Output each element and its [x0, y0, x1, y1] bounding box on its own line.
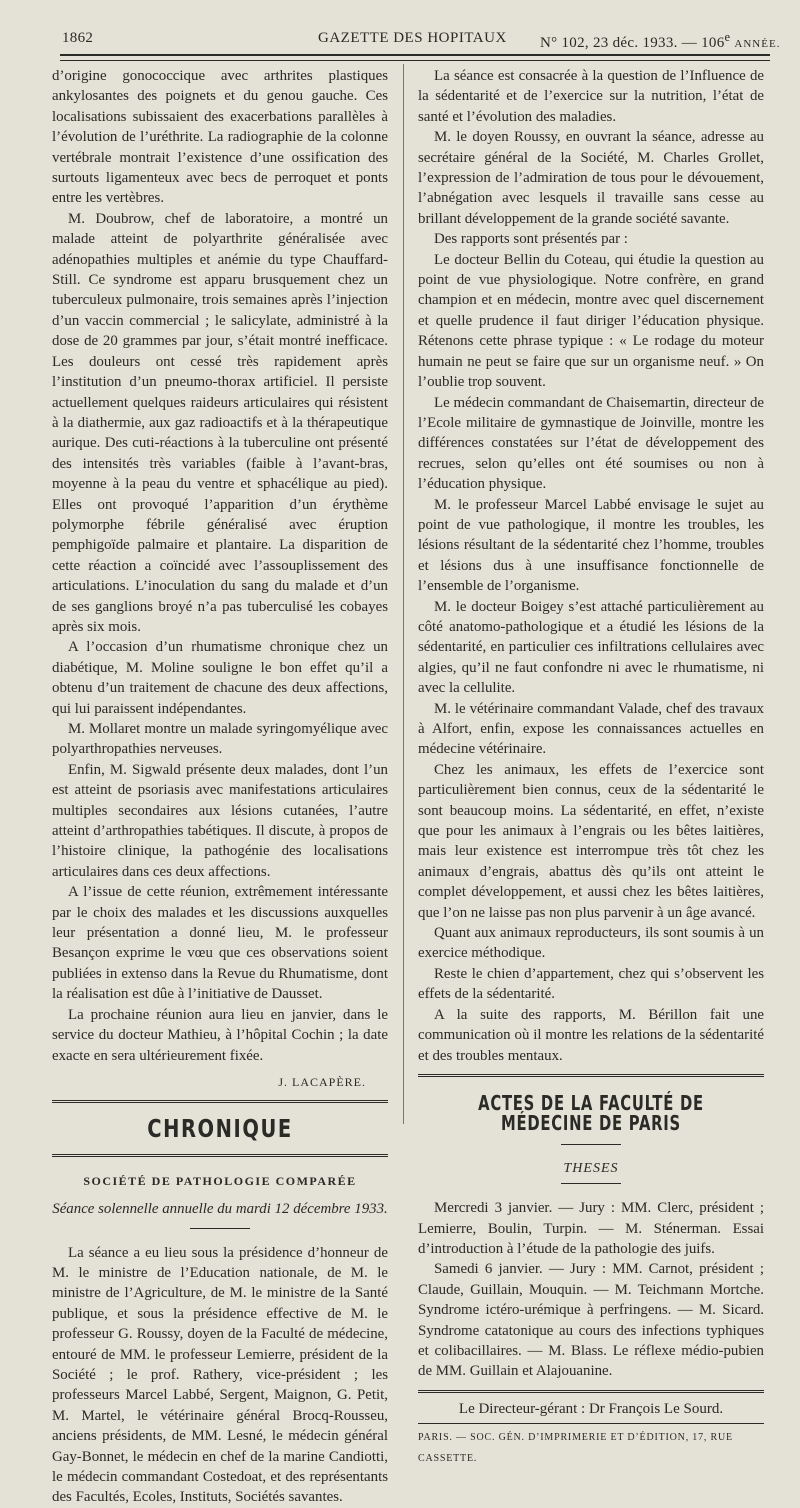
footer-rule: [418, 1423, 764, 1424]
issue-number: N° 102, 23 déc. 1933. — 106: [540, 35, 725, 51]
paragraph: A l’occasion d’un rhumatisme chronique chez un diabétique, M. Moline souligne le bon effet qu’il a obtenu d’un traitement de chacune des deux affections, qui lui paraissent indépendantes.: [52, 639, 388, 717]
right-column: [418, 66, 764, 1469]
section-separator: [418, 1390, 764, 1393]
header-rule: [60, 54, 770, 56]
paragraph: Reste le chien d’appartement, chez qui s’observent les effets de la sédentarité.: [418, 965, 764, 1003]
paragraph: Le médecin commandant de Chaisemartin, directeur de l’Ecole militaire de gymnastique de Joinville, montre les différences constatées sur l’état de développement des recrues, selon qu’elles ont été soumises ou non à l’éducation physique.: [418, 394, 764, 493]
issue-info: [540, 30, 780, 52]
paragraph: La séance est consacrée à la question de l’Influence de la sédentarité et de l’exercice sur la nutrition, l’état de santé et l’évolution des maladies.: [418, 68, 764, 125]
session-title: Séance solennelle annuelle du mardi 12 décembre 1933.: [52, 1201, 388, 1218]
section-separator: [52, 1154, 388, 1157]
page-header: [0, 22, 800, 52]
paragraph: Enfin, M. Sigwald présente deux malades, dont l’un est atteint de psoriasis avec manifestations articulaires multiples secondaires aux lésions cutanées, l’autre atteint d’arthropathies tabétiques. Il discute, à propos de l’histoire clinique, la pathogénie des localisations articulaires dans ces deux affections.: [52, 761, 388, 880]
paragraph: A la suite des rapports, M. Bérillon fait une communication où il montre les relations de la sédentarité et des troubles mentaux.: [418, 1006, 764, 1064]
paragraph: M. le professeur Marcel Labbé envisage le sujet au point de vue pathologique, il montre les troubles, les lésions résultant de la sédentarité chez l’homme, troubles et lésions dus à une insuffisance fonctionnelle de l’ensemble de l’organisme.: [418, 496, 764, 595]
paragraph: Quant aux animaux reproducteurs, ils sont soumis à un exercice méthodique.: [418, 925, 764, 962]
annee-label: ANNÉE.: [734, 38, 781, 50]
paragraph: M. Mollaret montre un malade syringomyélique avec polyarthropathies nerveuses.: [52, 721, 388, 758]
paragraph: Le docteur Bellin du Coteau, qui étudie la question au point de vue physiologique. Notre confrère, en grand champion et en médecin, montre avec quel discernement et quelle prudence il faut diriger l’éducation physique. Rétenons cette phrase typique : « Le rodage du moteur humain ne peut se faire que sur un organisme neuf. » On l’oublie trop souvent.: [418, 251, 764, 391]
actes-heading: ACTES DE LA FACULTÉ DE MÉDECINE DE PARIS: [478, 1090, 704, 1136]
page-number: 1862: [62, 30, 94, 46]
short-rule: [561, 1144, 621, 1145]
header-rule-thin: [60, 60, 770, 61]
chronique-heading: CHRONIQUE: [147, 1114, 293, 1144]
paragraph: M. Doubrow, chef de laboratoire, a montré un malade atteint de polyarthrite généralisée avec adénopathies multiples et anémie du type Chauffard-Still. Ce syndrome est apparu brusquement chez un tuberculeux pulmonaire, trois semaines après l’injection d’un vaccin commercial ; le salicylate, administré à la dose de 20 grammes par jour, s’était montré inefficace. Les douleurs ont cessé très rapidement après l’institution d’un pneumo-thorax artificiel. Il persiste actuellement quelques raideurs articulaires qui résistent à la diathermie, aux gaz radioactifs et à la thérapeutique aurique. Des cuti-réactions à la tuberculine ont présenté des intensités très variables (faible à l’avant-bras, moyenne à la peau du ventre et sphacélique au pied). Elles ont provoqué l’apparition d’un érythème polymorphe fébrile généralisé avec éruption pemphigoïde palmaire et plantaire. La disparition de cette réaction a coïncidé avec l’assouplissement des articulations. L’inoculation du sang du malade et d’un de ses ganglions broyé n’a pas tuberculisé les cobayes après six mois.: [52, 210, 388, 635]
theses-title: THESES: [563, 1160, 619, 1176]
issue-sup: e: [724, 30, 731, 44]
paragraph: M. le docteur Boigey s’est attaché particulièrement au côté anatomo-pathologique et a étudié les lésions de la sédentarité, en particulier ces infiltrations cellulaires avec algies, qu’il ne faut confondre ni avec le rhumatisme, ni avec la cellulite.: [418, 598, 764, 697]
section-separator: [418, 1074, 764, 1077]
paragraph: La séance a eu lieu sous la présidence d’honneur de M. le ministre de l’Education nationale, de M. le ministre de l’Agriculture, de M. le ministre de la Santé publique, et sous la présidence effective de M. le professeur G. Roussy, doyen de la Faculté de médecine, entouré de MM. le professeur Lemierre, président de la Société ; le prof. Rathery, vice-président ; les professeurs Marcel Labbé, Sergent, Maignon, G. Petit, M. Martel, le vétérinaire général Brocq-Rousseu, anciens présidents, de MM. Lesné, le médecin général Gay-Bonnet, le médecin en chef de la marine Candiotti, le médecin commandant Costedoat, et des représentants des Facultés, Ecoles, Instituts, Sociétés savantes.: [52, 1244, 388, 1506]
section-separator: [52, 1100, 388, 1103]
short-rule: [561, 1183, 621, 1184]
paragraph: d’origine gonococcique avec arthrites plastiques ankylosantes des poignets et du genou gauche. Ces localisations subissaient des exacerbations parallèles à l’évolution de l’uréthrite. La radiographie de la colonne vertébrale montrait l’existence d’une ossification des surtouts ligamenteux avec becs de perroquet et ponts entre les vertèbres.: [52, 68, 388, 207]
paragraph: A l’issue de cette réunion, extrêmement intéressante par le choix des malades et les discussions auxquelles leur présentation a donné lieu, M. le professeur Besançon exprime le vœu que ces observations soient publiées in extenso dans la Revue du Rhumatisme, dont la réalisation est dûe à l’initiative de Dausset.: [52, 884, 388, 1003]
paragraph: M. le vétérinaire commandant Valade, chef des travaux à Alfort, enfin, expose les connaissances actuelles en médecine vétérinaire.: [418, 700, 764, 758]
imprint-line: PARIS. — SOC. GÉN. D’IMPRIMERIE ET D’ÉDITION, 17, RUE CASSETTE.: [418, 1432, 733, 1464]
left-column: [52, 66, 388, 1508]
paragraph: Des rapports sont présentés par :: [434, 231, 628, 248]
author-signature: J. LACAPÈRE.: [278, 1074, 366, 1089]
society-title: SOCIÉTÉ DE PATHOLOGIE COMPARÉE: [83, 1173, 357, 1188]
journal-title: GAZETTE DES HOPITAUX: [318, 30, 507, 46]
short-rule: [190, 1228, 250, 1229]
director-line: Le Directeur-gérant : Dr François Le Sourd.: [458, 1400, 724, 1417]
column-divider: [403, 64, 404, 1124]
paragraph: Chez les animaux, les effets de l’exercice sont particulièrement bien connus, ceux de la sédentarité le sont beaucoup moins. La sédentarité, en effet, n’existe que pour les animaux à l’engrais ou les bêtes laitières, mais leur existence est interrompue très tôt chez les animaux d’engrais, abattus dès qu’ils ont atteint le complet développement, et aussi chez les bêtes laitières, que l’on ne laisse pas non plus parvenir à un âge avancé.: [418, 761, 764, 921]
paragraph: M. le doyen Roussy, en ouvrant la séance, adresse au secrétaire général de la Société, M. Charles Grollet, l’expression de l’admiration de tous pour le dévouement, l’abnégation avec lesquels il travaille sans cesse au brillant développement de la grande société savante.: [418, 129, 764, 227]
theses-entry: Samedi 6 janvier. — Jury : MM. Carnot, président ; Claude, Guillain, Mouquin. — M. Teichmann Mortche. Syndrome ictéro-urémique à perfringens. — M. Sicard. Syndrome catatonique au cours des infections typhiques et colibacillaires. — M. Blass. Le réflexe médio-pubien de MM. Guillain et Alajouanine.: [418, 1261, 764, 1380]
theses-entry: Mercredi 3 janvier. — Jury : MM. Clerc, président ; Lemierre, Boulin, Turpin. — M. Sténerman. Essai d’introduction à l’étude de la pathologie des juifs.: [418, 1200, 764, 1257]
paragraph: La prochaine réunion aura lieu en janvier, dans le service du docteur Mathieu, à l’hôpital Cochin ; la date exacte en sera ultérieurement fixée.: [52, 1006, 388, 1064]
